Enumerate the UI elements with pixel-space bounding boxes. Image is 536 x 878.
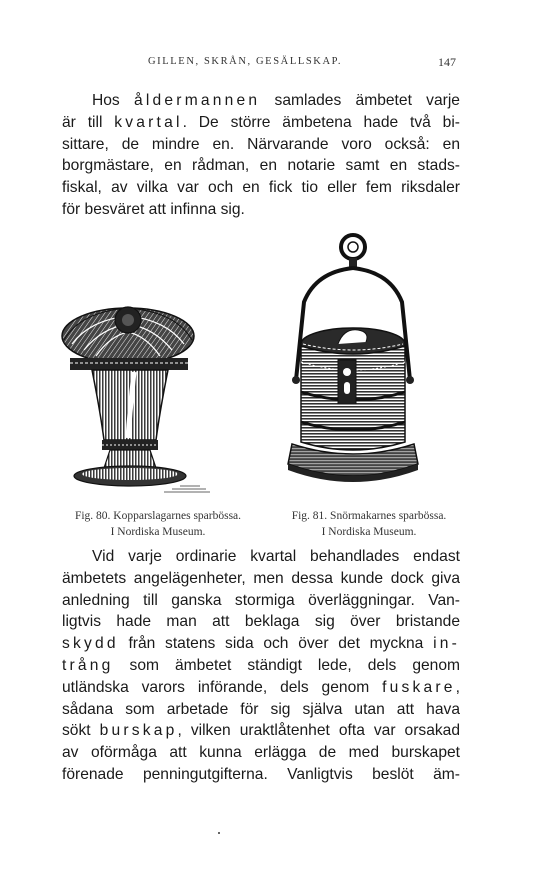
print-speck	[218, 832, 220, 834]
spaced-emphasis: åldermannen	[134, 92, 261, 109]
running-head: GILLEN, SKRÅN, GESÄLLSKAP.	[148, 56, 343, 67]
caption-title: Fig. 80. Kopparslagarnes sparbössa.	[74, 510, 242, 522]
text-line: borgmästare, en rådman, en notarie samt en stads-	[62, 157, 460, 175]
text-line: skydd från statens sida och över det myckna in-	[62, 635, 460, 653]
spaced-emphasis: burskap	[99, 722, 178, 740]
figure-81-illustration	[286, 232, 426, 496]
spaced-emphasis: trång	[62, 656, 114, 674]
text-line: Hos åldermannen samlades ämbetet varje	[92, 92, 460, 109]
figure-80-caption	[60, 508, 256, 540]
text-line: av oförmåga att kunna erlägga de med burskapet	[62, 744, 460, 762]
spaced-emphasis: fuskare	[382, 678, 456, 696]
spaced-emphasis: skydd	[62, 635, 119, 653]
caption-source: I Nordiska Museum.	[321, 526, 417, 538]
spaced-emphasis: in-	[433, 635, 460, 653]
text-line: fiskal, av vilka var och en fick tio eller fem riksdaler	[62, 179, 460, 197]
text-line: är till kvartal. De större ämbetena hade två bi-	[62, 113, 460, 131]
caption-title: Fig. 81. Snörmakarnes sparbössa.	[291, 510, 447, 522]
figure-80-illustration	[60, 300, 210, 500]
paragraph-2	[62, 546, 460, 786]
text-line: anledning till ganska stormiga överläggningar. Van-	[62, 591, 460, 609]
text-line: sådana som arbetade för sig själva utan att hava	[62, 700, 460, 718]
spaced-emphasis: kvartal	[114, 113, 183, 131]
text-line: trång som ämbetet ständigt lede, dels genom	[62, 656, 460, 674]
text-line: för besväret att infinna sig.	[62, 200, 245, 218]
text-line: ämbetets angelägenheter, men dessa kunde dock giva	[62, 569, 460, 587]
text-line: ligtvis hade man att beklaga sig över bristande	[62, 613, 460, 631]
text-line: sittare, de mindre en. Närvarande voro också: en	[62, 135, 460, 153]
caption-source: I Nordiska Museum.	[110, 526, 206, 538]
text-line: förenade penningutgifterna. Vanligtvis beslöt äm-	[62, 765, 460, 783]
text-line: sökt burskap, vilken uraktlåtenhet ofta var orsakad	[62, 722, 460, 740]
paragraph-1	[62, 90, 460, 221]
figure-81-caption	[264, 508, 474, 540]
page-number: 147	[438, 55, 456, 69]
text-line: utländska varors införande, dels genom fuskare,	[62, 678, 460, 696]
text-line: Vid varje ordinarie kvartal behandlades endast	[92, 548, 460, 565]
